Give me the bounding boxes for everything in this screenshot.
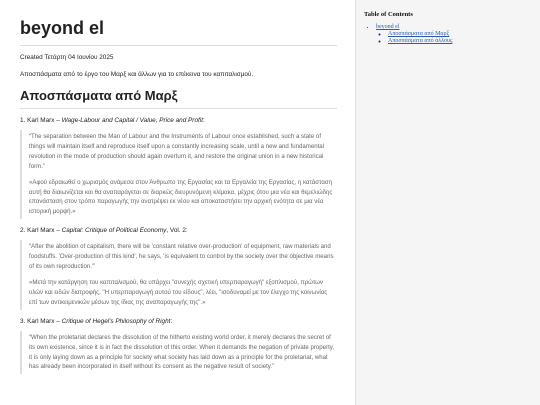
toc-link-marx[interactable]: Αποσπάσματα από Μαρξ	[388, 31, 450, 38]
item-suffix: :	[202, 117, 205, 124]
item-number: 1.	[20, 117, 26, 124]
intro-text: Αποσπάσματα από το έργο του Μαρξ και άλλων για το επέκεινα του καπιταλισμού.	[20, 71, 254, 78]
item-work: Critique of Hegel's Philosophy of Right	[61, 317, 171, 325]
created-date: Created Τετάρτη 04 Ιουνίου 2025	[20, 54, 114, 61]
quote-english: “The separation between the Man of Labour and the Instruments of Labour once established, such a state of things will maintain itself and reproduce itself upon a constantly increasing scale, until a new and fundamental revolution in the mode of production should again overturn it, and restore the original union in a new historical form.”	[29, 133, 325, 170]
item-work: Capital: Critique of Political Economy	[61, 227, 167, 235]
item-suffix: :	[170, 317, 173, 325]
toc-item	[388, 38, 532, 45]
item-number: 2.	[20, 227, 26, 235]
toc-item	[388, 31, 532, 38]
list-item	[20, 117, 337, 124]
toc-item-root	[376, 24, 532, 46]
item-number: 3.	[20, 317, 26, 325]
section-heading: Αποσπάσματα από Μαρξ	[20, 88, 337, 109]
toc-link-others[interactable]: Αποσπάσματα από άλλους	[388, 38, 453, 45]
quote-greek: «Αφού εδραιωθεί ο χωρισμός ανάμεσα στον Άνθρωπο της Εργασίας και τα Εργαλεία της Εργασίας, η κατάσταση αυτή θα διαιωνίζεται και θα αναπαράγεται σε διαρκώς διευρυνόμενη κλίμακα, μέχρις ότου μια νέα και θεμελιώδης επανάσταση στον τρόπο παραγωγής την ανατρέψει εκ νέου και αποκαταστήσει την αρχική ενότητα σε μια νέα ιστορική μορφή.»	[29, 178, 333, 216]
quote-block	[20, 240, 337, 309]
toc-heading: Table of Contents	[364, 11, 413, 18]
quote-english: “When the proletariat declares the dissolution of the hitherto existing world order, it merely declares the secret of its own existence, since it is in fact the dissolution of this order. When it demands the negation of private property, it is only laying down as a principle for society what society has laid down as a principle for the proletariat, what has already been incorporated in itself without its consent as the negative result of society.”	[29, 333, 335, 371]
quote-english: “After the abolition of capitalism, there will be 'constant relative over-production' of equipment, raw materials and foodstuffs. 'Over-production of this kind', he says, 'is equivalent to control by the society over the objective means of its own reproduction.'”	[29, 243, 334, 271]
item-suffix: , Vol. 2:	[166, 227, 188, 235]
toc-list	[364, 24, 532, 46]
sidebar-toc	[355, 0, 540, 405]
quote-block	[20, 331, 337, 375]
list-item	[20, 318, 337, 325]
item-author: Karl Marx –	[27, 227, 62, 235]
item-work: Wage-Labour and Capital / Value, Price and Profit	[61, 117, 203, 124]
toc-link-root[interactable]: beyond el	[376, 24, 400, 30]
item-author: Karl Marx –	[27, 317, 62, 325]
quote-greek: «Μετά την κατάργηση του καπιταλισμού, θα υπάρχει "συνεχής σχετική υπερπαραγωγή" εξοπλισμού, πρώτων υλών και ειδών διατροφής. "Η υπερπαραγωγή αυτού του είδους", λέει, "ισοδυναμεί με τον έλεγχο της κοινωνίας επί των αντικειμενικών μέσων της ίδιας της αναπαραγωγής της".»	[29, 278, 328, 306]
quote-block	[20, 130, 337, 219]
list-item	[20, 227, 337, 234]
item-author: Karl Marx –	[27, 117, 62, 124]
page-title: beyond el	[20, 18, 337, 46]
